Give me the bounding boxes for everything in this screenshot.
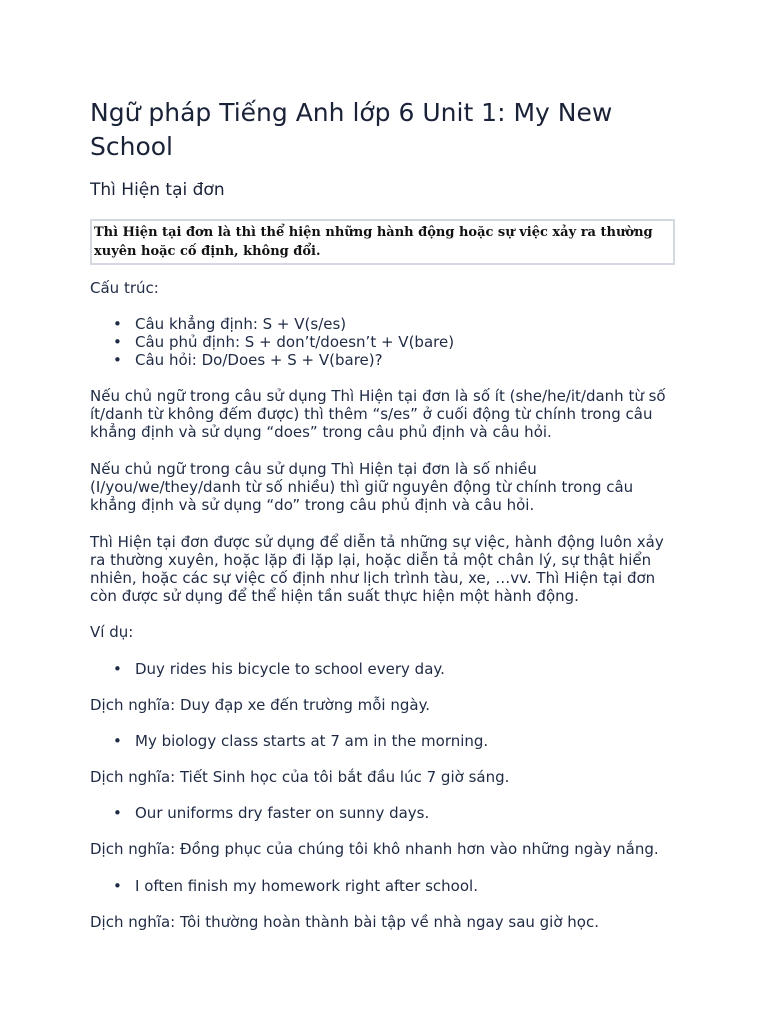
section-heading: Thì Hiện tại đơn <box>90 180 225 200</box>
bullet-icon: • <box>113 804 122 822</box>
example-translation: Dịch nghĩa: Duy đạp xe đến trường mỗi ngày. <box>90 696 431 714</box>
list-item <box>90 877 478 895</box>
example-sentence: My biology class starts at 7 am in the morning. <box>135 732 489 750</box>
example-list <box>90 804 429 822</box>
paragraph-usage: Thì Hiện tại đơn được sử dụng để diễn tả những sự việc, hành động luôn xảy ra thường xuyên, hoặc lặp đi lặp lại, hoặc diễn tả một chân lý, sự thật hiển nhiên, hoặc các sự việc cố định như lịch trình tàu, xe, …vv. Thì Hiện tại đơn còn được sử dụng để thể hiện tần suất thực hiện một hành động. <box>90 533 664 605</box>
structure-label: Cấu trúc: <box>90 279 159 297</box>
example-list <box>90 732 488 750</box>
paragraph-singular: Nếu chủ ngữ trong câu sử dụng Thì Hiện tại đơn là số ít (she/he/it/danh từ số ít/danh từ không đếm được) thì thêm “s/es” ở cuối động từ chính trong câu khẳng định và sử dụng “does” trong câu phủ định và câu hỏi. <box>90 387 666 441</box>
example-list <box>90 660 445 678</box>
list-item <box>90 660 445 678</box>
example-list <box>90 877 478 895</box>
list-item <box>90 351 454 369</box>
structure-affirmative: Câu khẳng định: S + V(s/es) <box>135 315 347 333</box>
bullet-icon: • <box>113 315 122 333</box>
list-item <box>90 732 488 750</box>
structure-negative: Câu phủ định: S + don’t/doesn’t + V(bare) <box>135 333 455 351</box>
bullet-icon: • <box>113 333 122 351</box>
definition-text: Thì Hiện tại đơn là thì thể hiện những hành động hoặc sự việc xảy ra thường xuyên hoặc cố định, không đổi. <box>94 225 653 259</box>
bullet-icon: • <box>113 660 122 678</box>
example-translation: Dịch nghĩa: Tiết Sinh học của tôi bắt đầu lúc 7 giờ sáng. <box>90 768 510 786</box>
bullet-icon: • <box>113 351 122 369</box>
example-sentence: Our uniforms dry faster on sunny days. <box>135 804 430 822</box>
page-title: Ngữ pháp Tiếng Anh lớp 6 Unit 1: My New School <box>90 98 613 161</box>
example-sentence: Duy rides his bicycle to school every day. <box>135 660 445 678</box>
example-translation: Dịch nghĩa: Tôi thường hoàn thành bài tập về nhà ngay sau giờ học. <box>90 913 599 931</box>
definition-box <box>90 219 675 265</box>
example-label: Ví dụ: <box>90 623 134 641</box>
list-item <box>90 333 454 351</box>
bullet-icon: • <box>113 877 122 895</box>
example-translation: Dịch nghĩa: Đồng phục của chúng tôi khô nhanh hơn vào những ngày nắng. <box>90 840 659 858</box>
paragraph-plural: Nếu chủ ngữ trong câu sử dụng Thì Hiện tại đơn là số nhiều (I/you/we/they/danh từ số nhiều) thì giữ nguyên động từ chính trong câu khẳng định và sử dụng “do” trong câu phủ định và câu hỏi. <box>90 460 634 514</box>
list-item <box>90 315 454 333</box>
structure-question: Câu hỏi: Do/Does + S + V(bare)? <box>135 351 383 369</box>
structure-list <box>90 315 454 369</box>
list-item <box>90 804 429 822</box>
bullet-icon: • <box>113 732 122 750</box>
example-sentence: I often finish my homework right after school. <box>135 877 478 895</box>
